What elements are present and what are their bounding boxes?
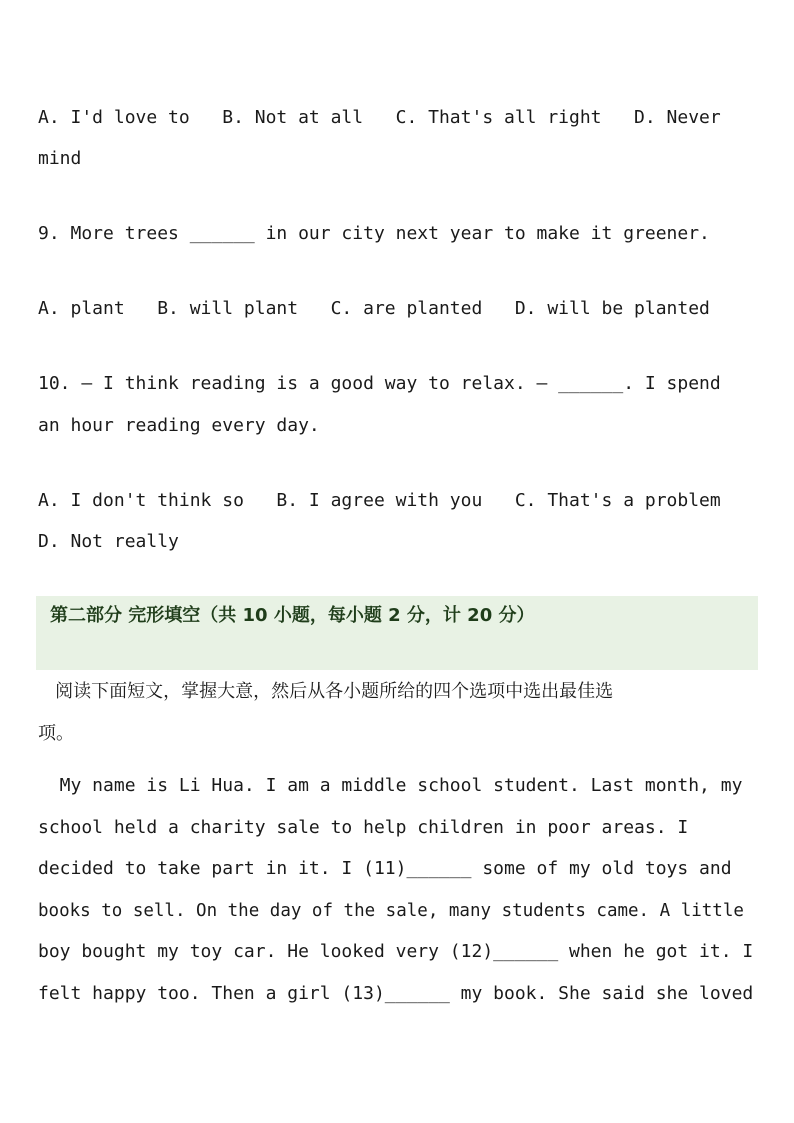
passage-line: decided to take part in it. I (11)______ some of my old toys and [38,858,732,879]
q10-question-line-1: 10. — I think reading is a good way to relax. — ______. I spend [38,373,721,394]
passage-line: boy bought my toy car. He looked very (12)______ when he got it. I [38,941,754,962]
q8-options-line-1: A. I'd love to B. Not at all C. That's all right D. Never [38,107,721,128]
section-2-title: 第二部分 完形填空（共 10 小题，每小题 2 分，计 20 分） [50,605,535,626]
passage-line: felt happy too. Then a girl (13)______ my book. She said she loved [38,983,754,1004]
q9-options: A. plant B. will plant C. are planted D. will be planted [38,298,710,319]
q10-options-line-1: A. I don't think so B. I agree with you C. That's a problem [38,490,721,511]
q9-question: 9. More trees ______ in our city next year to make it greener. [38,223,710,244]
section-2-header [36,596,758,670]
q8-options-line-2: mind [38,148,82,169]
passage-line: My name is Li Hua. I am a middle school student. Last month, my [38,775,743,796]
passage-line: school held a charity sale to help children in poor areas. I [38,817,689,838]
section-2-instruction-line-1: 阅读下面短文，掌握大意，然后从各小题所给的四个选项中选出最佳选 [38,681,614,702]
section-2-instruction-line-2: 项。 [38,723,74,744]
q10-question-line-2: an hour reading every day. [38,415,320,436]
q10-options-line-2: D. Not really [38,531,179,552]
passage-line: books to sell. On the day of the sale, many students came. A little [38,901,744,921]
